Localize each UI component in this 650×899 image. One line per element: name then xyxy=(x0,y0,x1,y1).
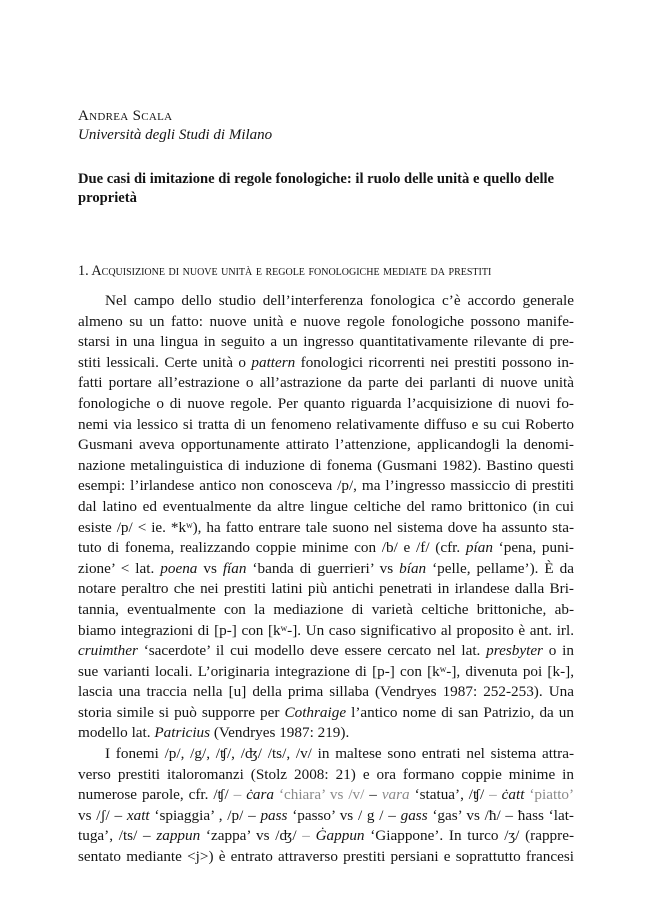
text-line: vs /ʃ/ – xatt ‘spiaggia’ , /p/ – pass ‘passo’ vs / g / – gass ‘gas’ vs /ħ/ – ħass ‘lat- xyxy=(78,806,574,824)
text-line: fonologiche o di nuove regole. Per quanto riguarda l’acquisizione di nuovi fo- xyxy=(78,394,574,412)
text-line: sentato mediante <j>) è entrato attraverso prestiti persiani e soprattutto francesi xyxy=(78,848,574,866)
body-text xyxy=(78,291,574,868)
text-line: dal latino ed eventualmente da altre lingue celtiche del ramo brittonico (in cui xyxy=(78,497,574,515)
text-line: I fonemi /p/, /g/, /ʧ/, /ʤ/ /ts/, /v/ in maltese sono entrati nel sistema attra- xyxy=(105,745,574,763)
text-line: notare peraltro che nei prestiti latini più antichi penetrati in irlandese dalla Bri- xyxy=(78,580,574,598)
text-line: nazione metalinguistica di induzione di fonema (Gusmani 1982). Bastino questi xyxy=(78,456,574,474)
text-line: tuga’, /ts/ – zappun ‘zappa’ vs /ʤ/ – Ġappun ‘Giappone’. In turco /ʒ/ (rappre- xyxy=(78,827,574,845)
text-line: nemi via lessico si tratta di un fenomeno relativamente diffuso e su cui Roberto xyxy=(78,415,574,433)
text-line: fatti portare all’estrazione o all’astrazione da parte dei parlanti di nuove unità xyxy=(78,374,574,392)
author-affiliation: Università degli Studi di Milano xyxy=(78,127,273,143)
text-line: zione’ < lat. poena vs fían ‘banda di guerrieri’ vs bían ‘pelle, pellame’). È da xyxy=(78,559,574,577)
text-line: cruimther ‘sacerdote’ il cui modello deve essere cercato nel lat. presbyter o in xyxy=(78,642,574,660)
text-line: tannia, eventualmente con la mediazione di varietà celtiche brittoniche, ab- xyxy=(78,600,574,618)
text-line: biamo integrazioni di [p-] con [kʷ-]. Un caso significativo al proposito è ant. irl. xyxy=(78,621,574,639)
text-line: modello lat. Patricius (Vendryes 1987: 219). xyxy=(78,724,350,742)
text-line: almeno su un fatto: nuove unità e nuove regole fonologiche possono manife- xyxy=(78,312,574,330)
text-line: stiti lessicali. Certe unità o pattern fonologici ricorrenti nei prestiti possono in- xyxy=(78,353,574,371)
text-line: Nel campo dello studio dell’interferenza fonologica c’è accordo generale xyxy=(105,292,574,309)
text-line: numerose parole, cfr. /ʧ/ – ċara ‘chiara’ vs /v/ – vara ‘statua’, /ʧ/ – ċatt ‘piatto’ xyxy=(78,786,575,804)
paragraph xyxy=(78,291,574,744)
text-line: storia simile si può supporre per Cothraige l’antico nome di san Patrizio, da un xyxy=(78,703,574,721)
text-line: esempi: l’irlandese antico non conosceva /p/, ma l’ingresso massiccio di prestiti xyxy=(78,477,574,495)
text-line: sue varianti locali. L’originaria integrazione di [p-] con [kʷ-], divenuta poi [k-], xyxy=(78,662,574,680)
text-line: verso prestiti italoromanzi (Stolz 2008: 21) e ora formano coppie minime in xyxy=(78,765,574,783)
section-heading: 1. Acquisizione di nuove unità e regole fonologiche mediate da prestiti xyxy=(78,263,492,279)
text-line: tuto di fonema, realizzando coppie minime con /b/ e /f/ (cfr. pían ‘pena, puni- xyxy=(78,539,574,557)
text-line: esiste /p/ < ie. *kʷ), ha fatto entrare tale suono nel sistema dove ha assunto sta- xyxy=(78,518,574,536)
paper-title: Due casi di imitazione di regole fonologiche: il ruolo delle unità e quello delle proprietà xyxy=(78,171,555,206)
author-name: Andrea Scala xyxy=(78,108,173,124)
text-line: starsi in una lingua in seguito a un ingresso quantitativamente rilevante di pre- xyxy=(78,333,574,351)
text-line: lascia una traccia nella [u] della prima sillaba (Vendryes 1987: 252-253). Una xyxy=(78,683,574,701)
paragraph xyxy=(78,744,574,868)
text-line: Gusmani aveva opportunamente attirato l’attenzione, applicandogli la denomi- xyxy=(78,436,574,454)
